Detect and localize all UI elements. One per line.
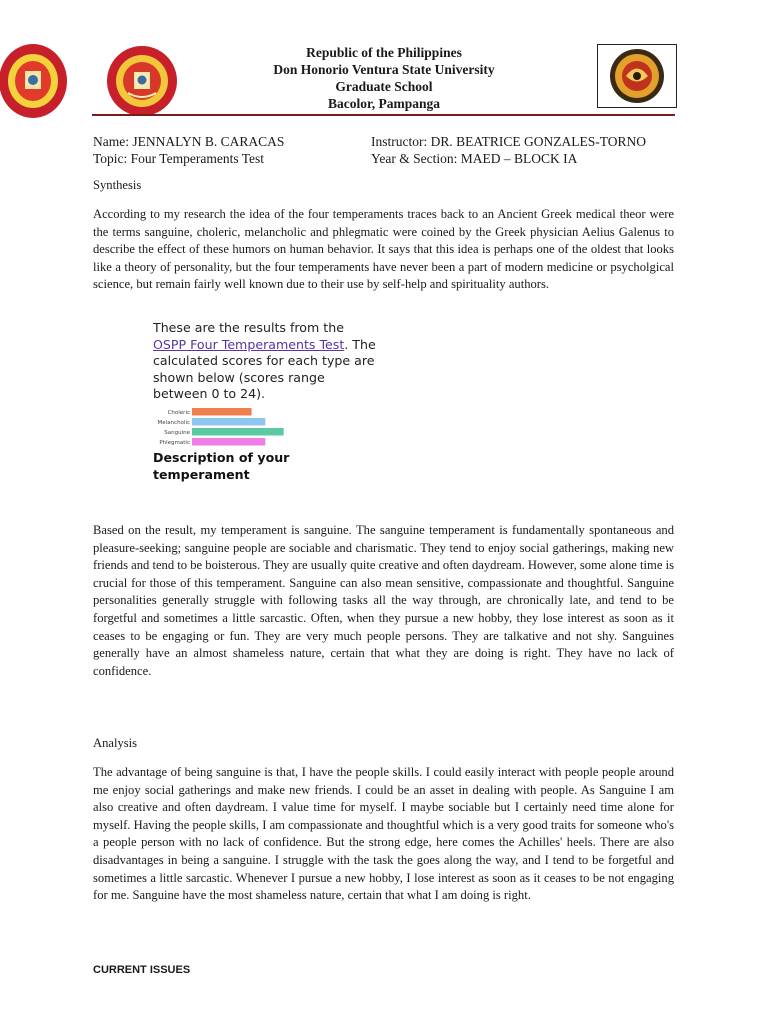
document-header: [200, 44, 568, 112]
analysis-heading: Analysis: [93, 736, 138, 750]
chart-bar: [192, 408, 252, 416]
chart-category-label: Sanguine: [164, 430, 190, 436]
student-name: Name: JENNALYN B. CARACAS: [93, 134, 285, 149]
result-intro-text: These are the results from the: [153, 320, 344, 335]
synthesis-heading: Synthesis: [93, 178, 142, 192]
ospp-test-link[interactable]: OSPP Four Temperaments Test: [153, 336, 345, 352]
year-section: Year & Section: MAED – BLOCK IA: [371, 151, 578, 166]
chart-category-label: Melancholic: [157, 420, 190, 426]
result-paragraph: Based on the result, my temperament is sanguine. The sanguine temperament is fundamentally spontaneous and pleasure-seeking; sanguine people are sociable and charismatic. They tend to enjoy social gatherings, making new friends and tend to be boisterous. They are usually quite creative and often daydream. However, some alone time is crucial for those of this temperament. Sanguine can also mean sensitive, compassionate and thoughtful. Sanguine personalities generally struggle with following tasks all the way through, are chronically late, and tend to be forgetful and sometimes a little sarcastic. Often, when they pursue a new hobby, they lose interest as soon as it ceases to be engaging or fun. They are very much people persons. They are talkative and not shy. Sanguines generally have an almost shameless nature, certain that what they are doing is right. They have no lack of confidence.: [93, 523, 674, 678]
chart-category-label: Choleric: [167, 410, 190, 416]
chart-bar: [192, 428, 284, 436]
topic: Topic: Four Temperaments Test: [93, 151, 265, 166]
header-school: Graduate School: [335, 79, 433, 94]
header-university: Don Honorio Ventura State University: [273, 62, 495, 77]
university-seal-center-icon: [106, 45, 178, 117]
result-intro: [153, 320, 381, 403]
graduate-school-seal-frame: [597, 44, 677, 108]
graduate-school-seal-icon: [598, 45, 676, 107]
chart-bar: [192, 438, 265, 446]
test-result-screenshot: [148, 318, 384, 488]
synthesis-paragraph: According to my research the idea of the four temperaments traces back to an Ancient Greek medical theor were the terms sanguine, choleric, melancholic and phlegmatic were coined by the Greek physician Aelius Galenus to describe the effect of these humors on human behavior. It says that this idea is perhaps one of the oldest that looks like a theory of personality, but the four temperaments have never been a part of modern medicine or psycholgical science, but remain fairly well known due to their use by self-help and spirituality authors.: [93, 207, 674, 292]
chart-category-label: Phlegmatic: [159, 440, 190, 446]
temperament-score-chart: [148, 404, 384, 448]
description-heading: Description of your temperament: [153, 450, 290, 482]
result-intro-text-after: . The calculated scores for each type are shown below (scores range between 0 to 24).: [153, 336, 376, 401]
current-issues-heading: CURRENT ISSUES: [93, 964, 191, 976]
chart-bar: [192, 418, 265, 426]
header-divider: [92, 114, 675, 116]
analysis-paragraph: The advantage of being sanguine is that, I have the people skills. I could easily interact with people people around me enjoy social gatherings and make new friends. I could be an asset in dealing with people. As Sanguine I am also creative and often daydream. I value time for myself. I maybe sociable but I certainly need time alone for myself. Having the people skills, I am compassionate and thoughtful which is a very good traits for someone who's a people person with no lack of confidence. But the strong edge, here comes the Achilles' heels. There are also disadvantages in being a sanguine. I struggle with the task the goes along the way, and I tend to be forgetful and sometimes a little sarcastic. Whenever I pursue a new hobby, I lose interest as soon as it ceases to be not engaging for me. Sanguine have the most shameless nature, certain that what I am doing is right.: [93, 765, 674, 903]
header-location: Bacolor, Pampanga: [327, 96, 440, 111]
instructor: Instructor: DR. BEATRICE GONZALES-TORNO: [371, 134, 646, 149]
university-seal-left-icon: [0, 43, 68, 119]
header-country: Republic of the Philippines: [306, 45, 462, 60]
